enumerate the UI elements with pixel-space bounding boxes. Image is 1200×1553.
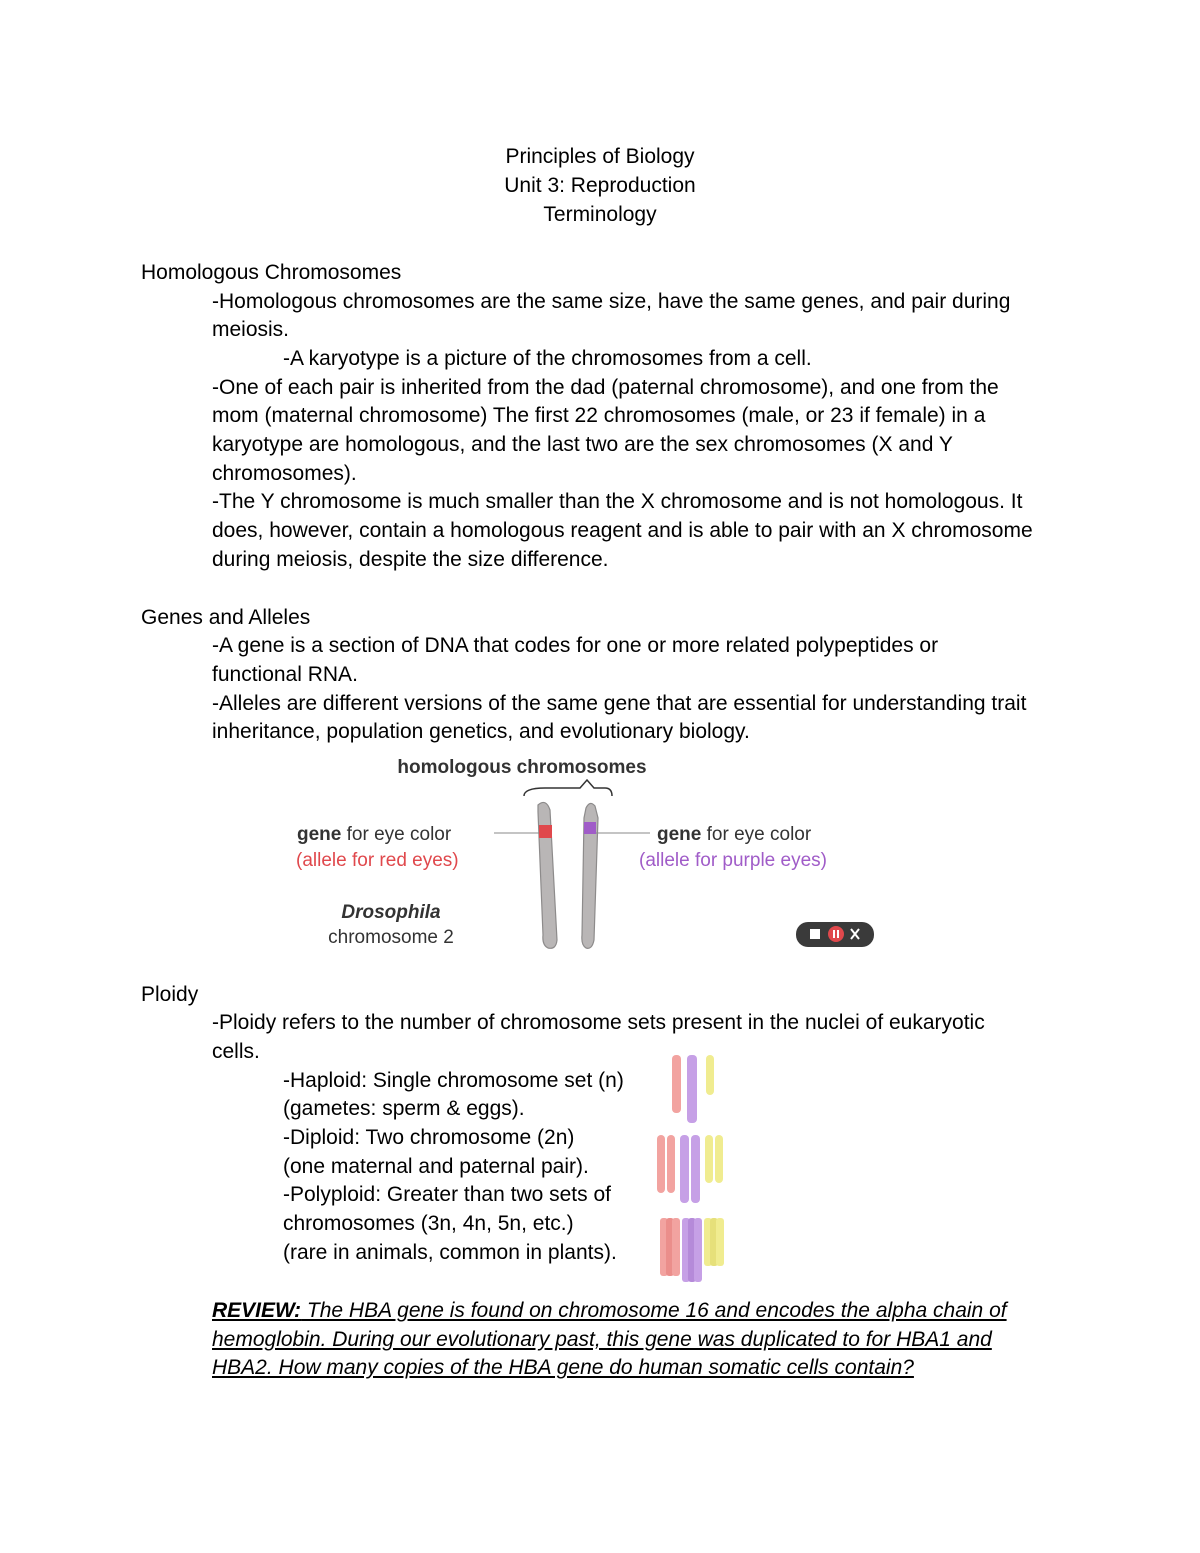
paragraph-line: (gametes: sperm & eggs). (283, 1097, 525, 1120)
stop-icon (810, 929, 820, 939)
paragraph-line: -The Y chromosome is much smaller than the X chromosome and is not homologous. It (212, 490, 1023, 513)
paragraph-line: cells. (212, 1040, 260, 1063)
right-gene-label: gene for eye color (657, 824, 812, 845)
paragraph-line: -Polyploid: Greater than two sets of (283, 1183, 611, 1206)
record-icon (828, 926, 844, 942)
paragraph-line: chromosomes (3n, 4n, 5n, etc.) (283, 1212, 574, 1235)
homologous-chromosomes-figure (280, 750, 880, 955)
right-allele-label: (allele for purple eyes) (639, 850, 827, 871)
diploid-set (657, 1135, 723, 1203)
paragraph-line: inheritance, population genetics, and evolutionary biology. (212, 720, 750, 743)
paragraph-line: -A gene is a section of DNA that codes for one or more related polypeptides or (212, 634, 939, 657)
paragraph-line: -Ploidy refers to the number of chromosome sets present in the nuclei of eukaryotic (212, 1011, 985, 1034)
left-chromosome (538, 802, 557, 948)
paragraph-line: -One of each pair is inherited from the dad (paternal chromosome), and one from the (212, 376, 999, 399)
polyploid-set (660, 1218, 724, 1282)
paragraph-line: -Diploid: Two chromosome (2n) (283, 1126, 575, 1149)
organism-label: Drosophila (341, 902, 441, 923)
review-line-2: hemoglobin. During our evolutionary past, this gene was duplicated to for HBA1 and (212, 1328, 992, 1351)
paragraph-line: during meiosis, despite the size difference. (212, 548, 609, 571)
paragraph-line: -Homologous chromosomes are the same size, have the same genes, and pair during (212, 290, 1011, 313)
figure-top-label: homologous chromosomes (397, 757, 647, 778)
page-subtitle: Terminology (543, 203, 657, 226)
haploid-set (672, 1055, 714, 1123)
paragraph-line: (one maternal and paternal pair). (283, 1155, 589, 1178)
paragraph-line: (rare in animals, common in plants). (283, 1241, 617, 1264)
page-title: Principles of Biology (505, 145, 695, 168)
chromosome-label: chromosome 2 (328, 927, 454, 948)
paragraph-line: -A karyotype is a picture of the chromosomes from a cell. (283, 347, 812, 370)
paragraph-line: karyotype are homologous, and the last two are the sex chromosomes (X and Y (212, 433, 953, 456)
paragraph-line: meiosis. (212, 318, 290, 341)
review-line-3: HBA2. How many copies of the HBA gene do human somatic cells contain? (212, 1356, 914, 1379)
unit-title: Unit 3: Reproduction (504, 174, 696, 197)
paragraph-line: -Alleles are different versions of the same gene that are essential for understanding trait (212, 692, 1027, 715)
paragraph-line: chromosomes). (212, 462, 357, 485)
paragraph-line: mom (maternal chromosome) The first 22 chromosomes (male, or 23 if female) in a (212, 404, 986, 427)
section-heading-genes: Genes and Alleles (141, 606, 311, 629)
ploidy-illustration (650, 1050, 740, 1290)
red-allele-band (539, 825, 552, 838)
section-heading-homologous: Homologous Chromosomes (141, 261, 402, 284)
review-line-1: REVIEW: The HBA gene is found on chromosome 16 and encodes the alpha chain of (212, 1299, 1007, 1322)
brace (524, 780, 612, 796)
paragraph-line: -Haploid: Single chromosome set (n) (283, 1069, 624, 1092)
paragraph-line: does, however, contain a homologous reagent and is able to pair with an X chromosome (212, 519, 1033, 542)
left-allele-label: (allele for red eyes) (296, 850, 459, 871)
section-heading-ploidy: Ploidy (141, 983, 199, 1006)
left-gene-label: gene for eye color (297, 824, 452, 845)
paragraph-line: functional RNA. (212, 663, 358, 686)
purple-allele-band (584, 822, 596, 834)
media-control-bar[interactable] (796, 922, 874, 947)
